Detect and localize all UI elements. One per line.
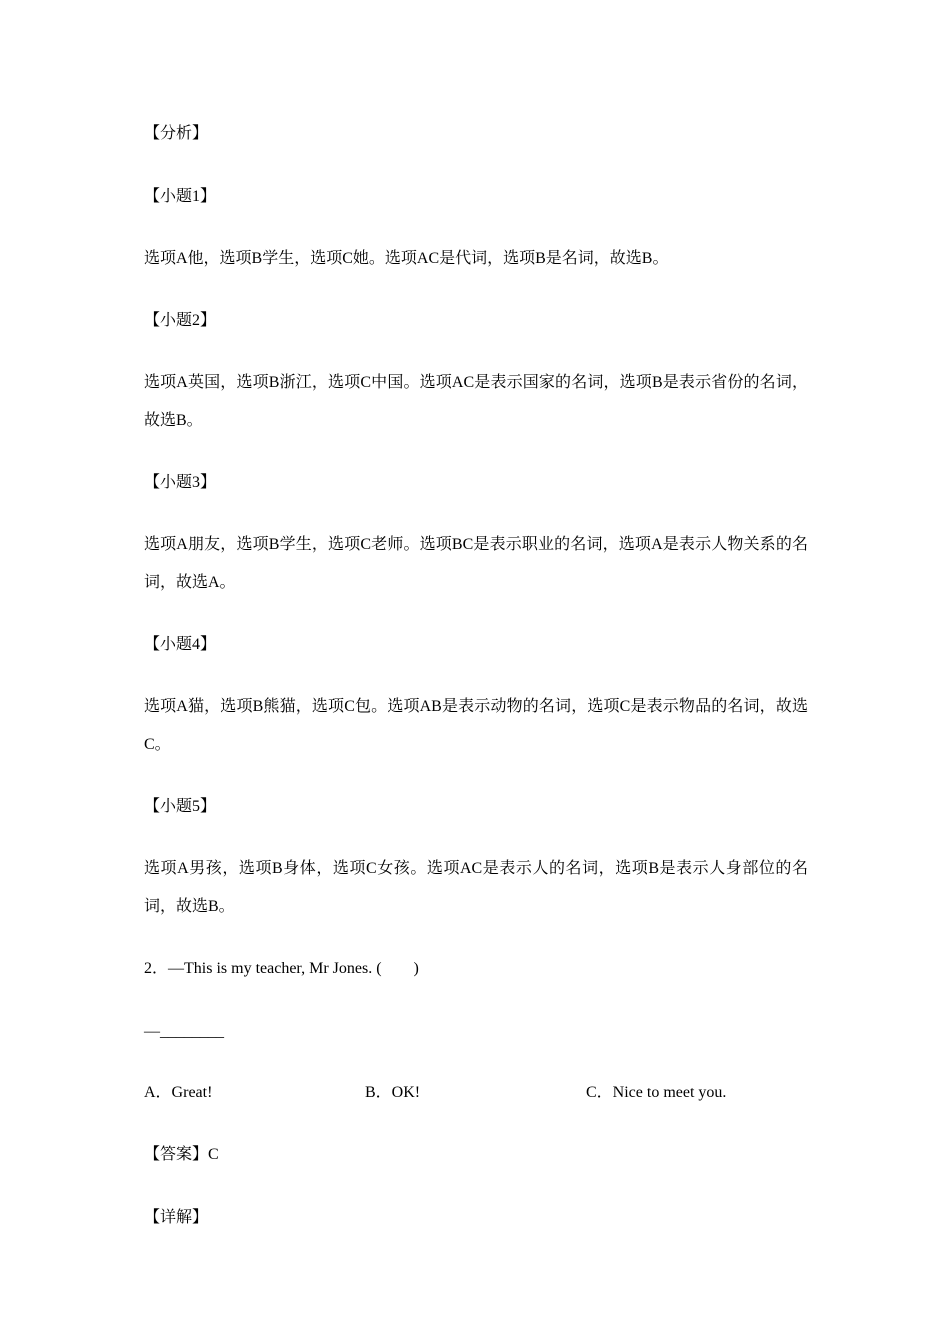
- subquestion-3-explanation: 选项A朋友，选项B学生，选项C老师。选项BC是表示职业的名词，选项A是表示人物关系的名词，故选A。: [144, 536, 808, 591]
- subquestion-5-label: 【小题5】: [144, 798, 217, 815]
- option-a: A．Great!: [144, 1084, 213, 1101]
- subquestion-4-explanation: 选项A猫，选项B熊猫，选项C包。选项AB是表示动物的名词，选项C是表示物品的名词，故选C。: [144, 698, 808, 753]
- answer: 【答案】C: [144, 1146, 219, 1163]
- subquestion-2-explanation: 选项A英国，选项B浙江，选项C中国。选项AC是表示国家的名词，选项B是表示省份的名词，故选B。: [144, 374, 808, 429]
- option-c: C．Nice to meet you.: [586, 1084, 727, 1101]
- question-stem: 2．—This is my teacher, Mr Jones. ( ): [144, 960, 419, 977]
- subquestion-2-label: 【小题2】: [144, 312, 217, 329]
- subquestion-4-label: 【小题4】: [144, 636, 217, 653]
- subquestion-1-label: 【小题1】: [144, 188, 217, 205]
- subquestion-5-explanation: 选项A男孩，选项B身体，选项C女孩。选项AC是表示人的名词，选项B是表示人身部位的名词，故选B。: [144, 860, 808, 915]
- analysis-header: 【分析】: [144, 125, 209, 142]
- detail-header: 【详解】: [144, 1209, 209, 1226]
- subquestion-1-explanation: 选项A他，选项B学生，选项C她。选项AC是代词，选项B是名词，故选B。: [144, 250, 669, 267]
- reply-blank: —________: [144, 1023, 224, 1040]
- option-b: B．OK!: [365, 1084, 421, 1101]
- subquestion-3-label: 【小题3】: [144, 474, 217, 491]
